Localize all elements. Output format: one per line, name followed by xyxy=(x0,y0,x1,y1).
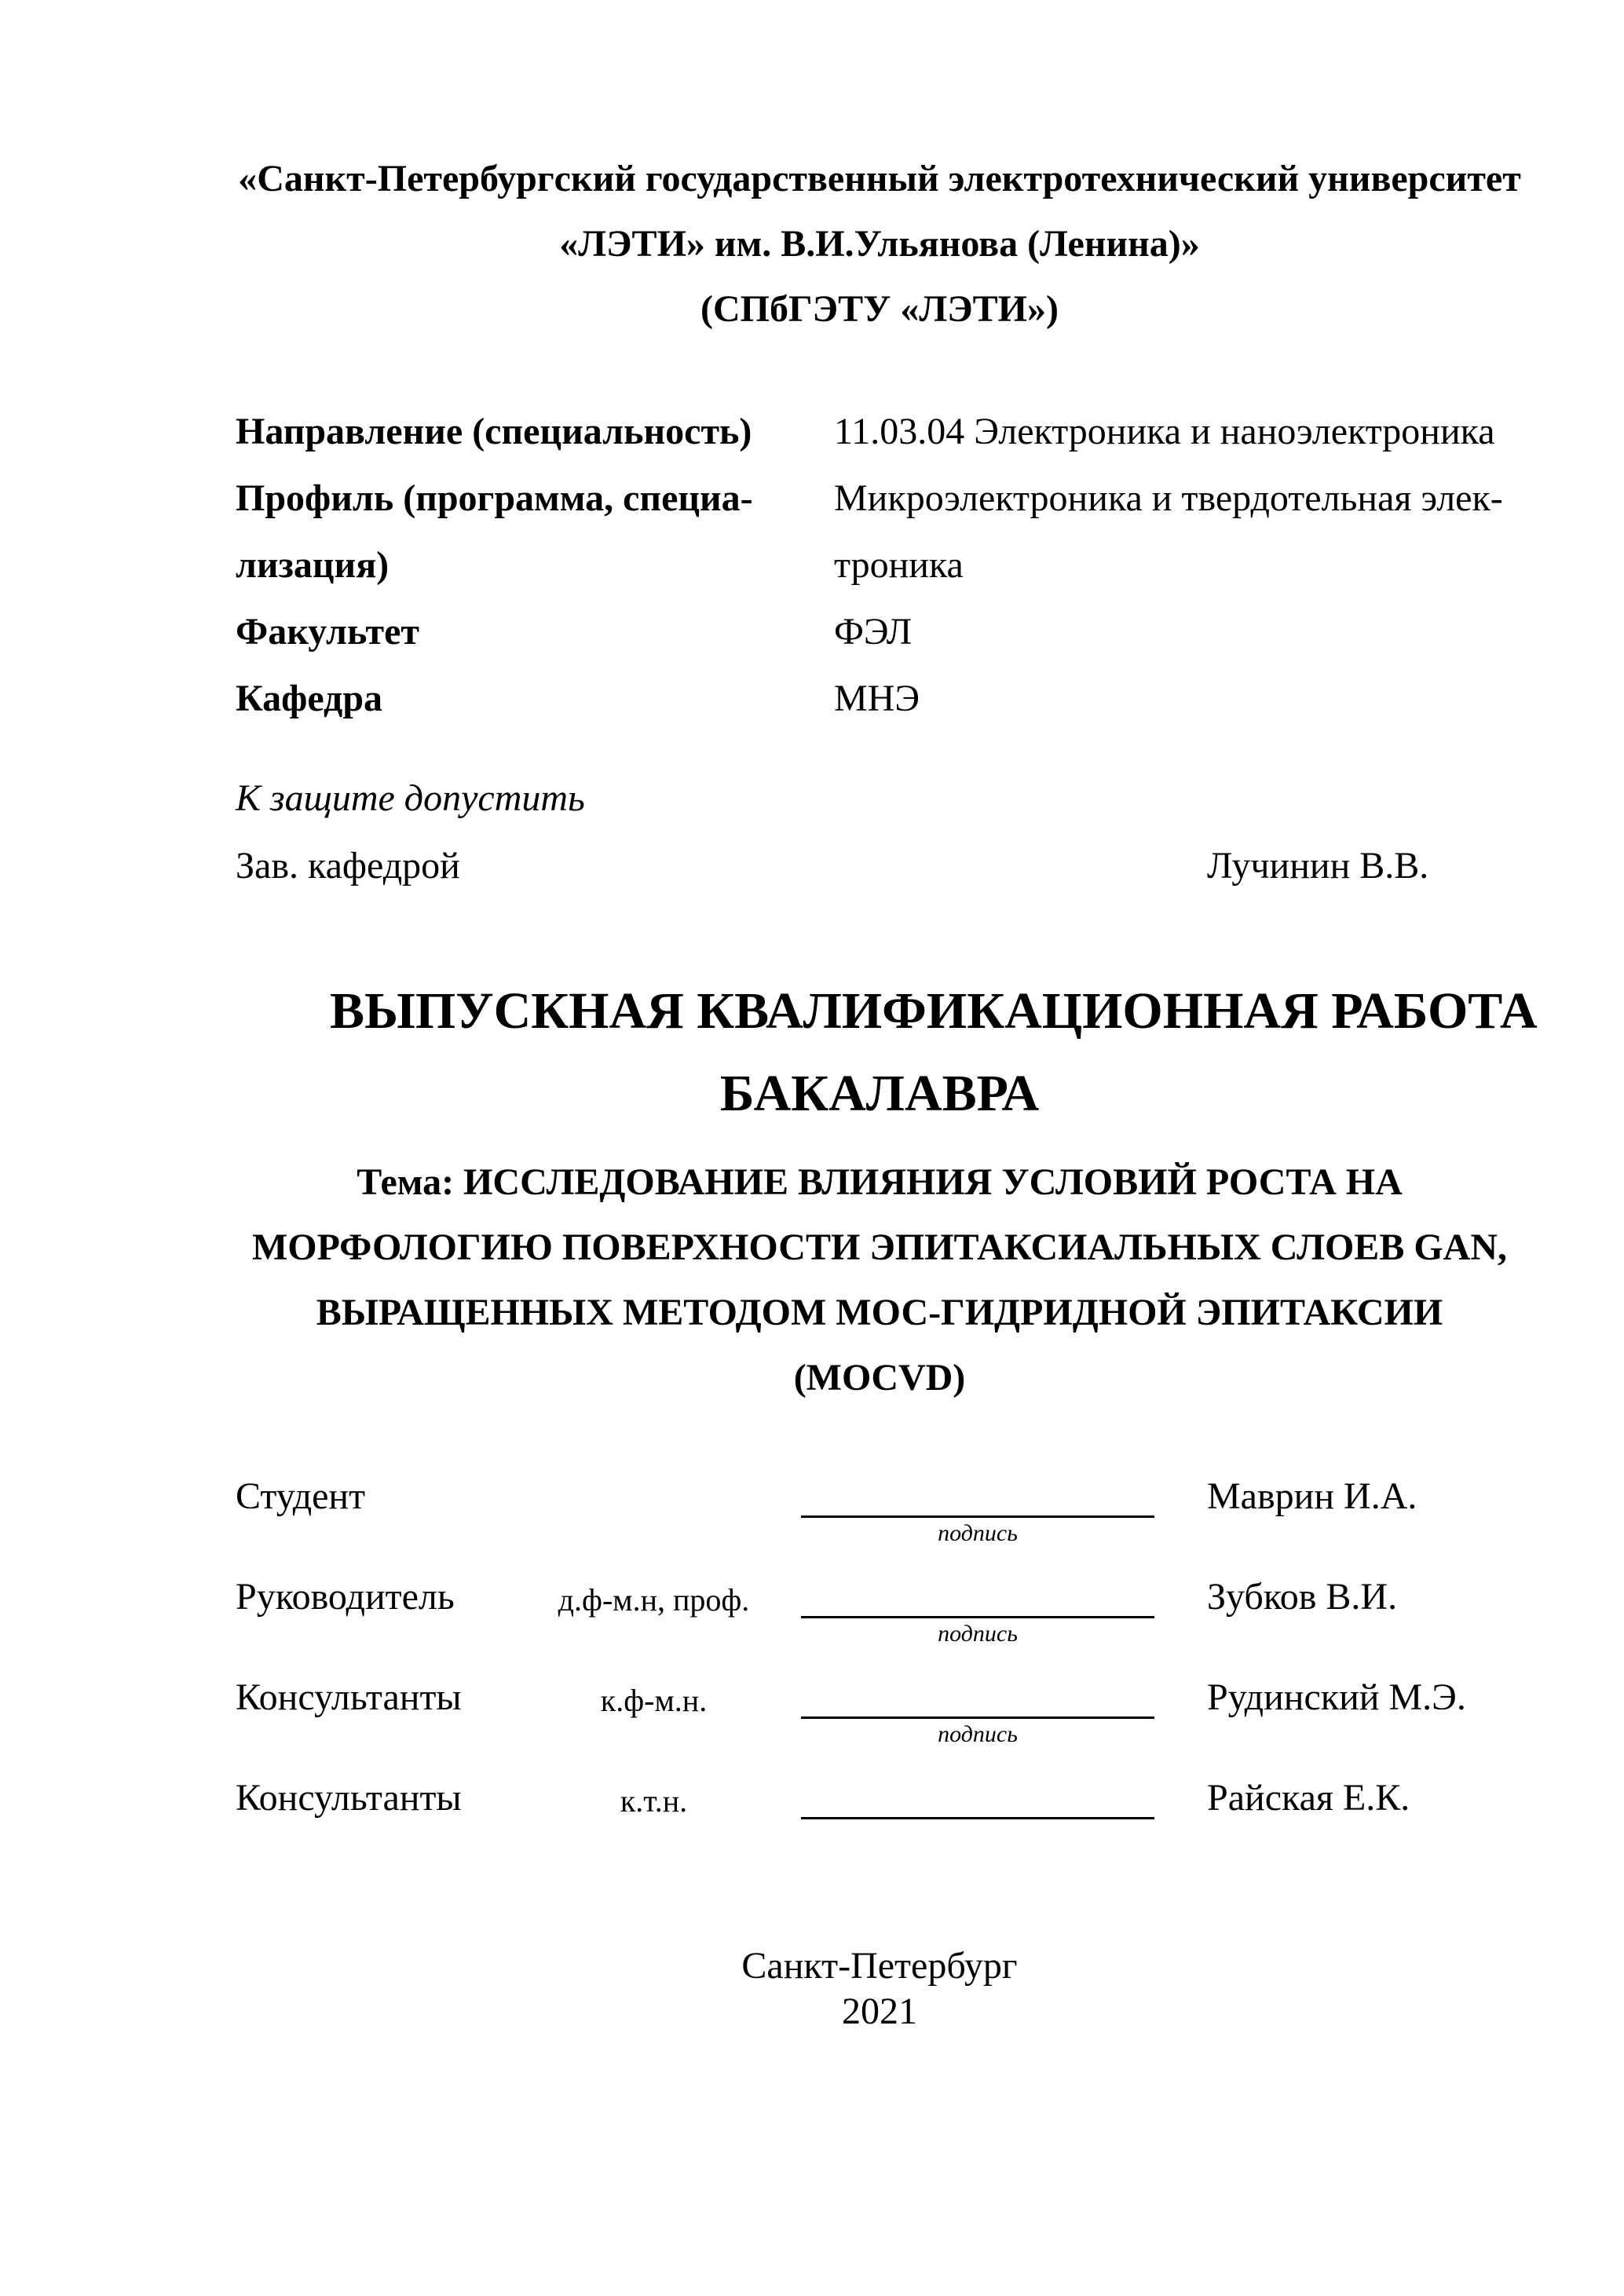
department-head-role: Зав. кафедрой xyxy=(236,845,460,887)
signature-name: Рудинский М.Э. xyxy=(1207,1676,1466,1718)
work-title-line-2: БАКАЛАВРА xyxy=(719,1065,1040,1122)
signature-caption: подпись xyxy=(938,1721,1018,1747)
field-value-profile-line-1: Микроэлектроника и твердотельная элек- xyxy=(834,477,1503,519)
signature-degree: к.т.н. xyxy=(620,1783,688,1819)
field-value-department: МНЭ xyxy=(834,678,920,719)
theme-line-3: ВЫРАЩЕННЫХ МЕТОДОМ МОС-ГИДРИДНОЙ ЭПИТАКСИИ xyxy=(316,1292,1443,1333)
theme-line-1: Тема: ИССЛЕДОВАНИЕ ВЛИЯНИЯ УСЛОВИЙ РОСТА НА xyxy=(357,1161,1403,1203)
university-name-line-1: «Санкт-Петербургский государственный электротехнический университет xyxy=(238,158,1521,199)
year: 2021 xyxy=(842,1991,917,2032)
signature-row-consultant-2 xyxy=(236,1778,1523,1878)
signature-role: Руководитель xyxy=(236,1576,455,1618)
signature-line xyxy=(801,1476,1154,1518)
footer xyxy=(236,1943,1523,2035)
signature-degree: к.ф-м.н. xyxy=(600,1683,708,1718)
department-head-name: Лучинин В.В. xyxy=(1207,845,1429,887)
field-value-specialty: 11.03.04 Электроника и наноэлектроника xyxy=(834,411,1495,452)
admission-note: К защите допустить xyxy=(236,777,585,819)
signature-row-supervisor xyxy=(236,1577,1523,1677)
work-title-line-1: ВЫПУСКНАЯ КВАЛИФИКАЦИОННАЯ РАБОТА xyxy=(330,982,1538,1040)
city: Санкт-Петербург xyxy=(741,1945,1018,1987)
university-abbreviation: (СПбГЭТУ «ЛЭТИ») xyxy=(700,288,1059,330)
thesis-theme xyxy=(236,1150,1523,1410)
signature-name: Райская Е.К. xyxy=(1207,1777,1410,1819)
theme-line-4: (MOCVD) xyxy=(793,1357,966,1398)
university-header xyxy=(236,146,1523,342)
signature-line xyxy=(801,1778,1154,1819)
field-label-specialty: Направление (специальность) xyxy=(236,411,752,452)
signature-role: Консультанты xyxy=(236,1777,462,1819)
signature-line xyxy=(801,1577,1154,1618)
signature-role: Студент xyxy=(236,1475,366,1517)
field-label-profile-line-2: лизация) xyxy=(236,544,390,586)
signature-role: Консультанты xyxy=(236,1676,462,1718)
university-name-line-2: «ЛЭТИ» им. В.И.Ульянова (Ленина)» xyxy=(559,223,1200,265)
admission-row xyxy=(236,832,1523,900)
field-label-profile-line-1: Профиль (программа, специа- xyxy=(236,477,753,519)
field-label-faculty: Факультет xyxy=(236,611,419,653)
admission-block xyxy=(236,765,1523,900)
signature-caption: подпись xyxy=(938,1520,1018,1546)
signature-row-student xyxy=(236,1476,1523,1577)
field-label-department: Кафедра xyxy=(236,678,383,719)
signatures-section xyxy=(236,1476,1523,1878)
signature-line xyxy=(801,1677,1154,1719)
field-value-profile-line-2: троника xyxy=(834,544,964,586)
signature-name: Маврин И.А. xyxy=(1207,1475,1417,1517)
signature-name: Зубков В.И. xyxy=(1207,1576,1398,1618)
signature-degree: д.ф-м.н, проф. xyxy=(558,1582,750,1618)
theme-line-2: МОРФОЛОГИЮ ПОВЕРХНОСТИ ЭПИТАКСИАЛЬНЫХ СЛОЕВ GAN, xyxy=(251,1227,1507,1268)
program-info-table xyxy=(236,398,1523,732)
signature-caption: подпись xyxy=(938,1621,1018,1647)
work-title xyxy=(236,970,1538,1135)
field-value-faculty: ФЭЛ xyxy=(834,611,913,653)
signature-row-consultant-1 xyxy=(236,1677,1523,1778)
